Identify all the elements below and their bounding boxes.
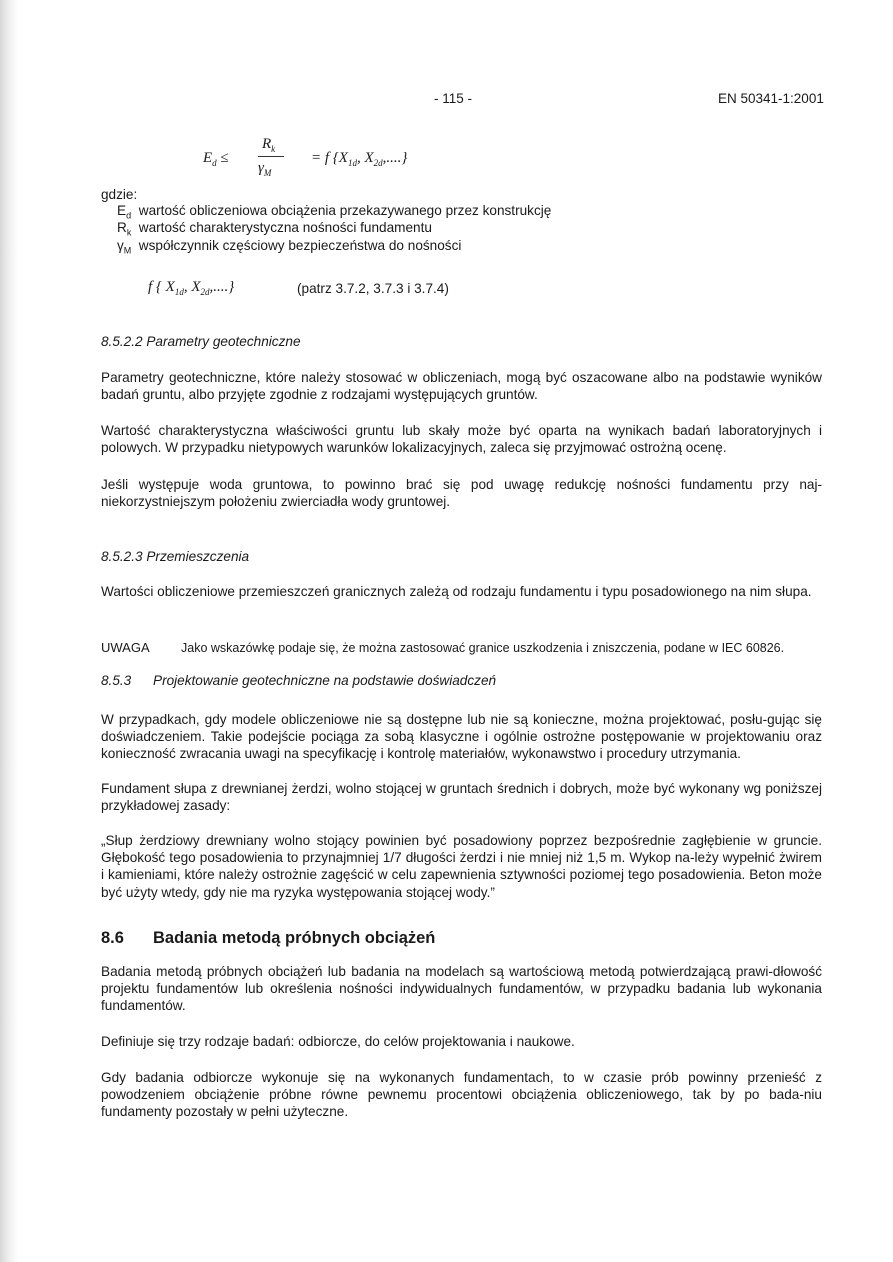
paragraph: Wartość charakterystyczna właściwości gruntu lub skały może być oparta na wynikach badań laboratoryjnych i polowych. W przypadku nietypowych warunków lokalizacyjnych, zaleca się przyjmować ostrożną ocenę. — [101, 423, 822, 456]
definition-text: wartość obliczeniowa obciążenia przekazywanego przez konstrukcję — [138, 203, 552, 218]
formula-ref-text: (patrz 3.7.2, 3.7.3 i 3.7.4) — [297, 281, 449, 296]
definition-text: współczynnik częściowy bezpieczeństwa do nośności — [138, 238, 462, 253]
section-heading-8523: 8.5.2.3 Przemieszczenia — [101, 549, 250, 564]
paragraph: Badania metodą próbnych obciążeń lub badania na modelach są wartościową metodą potwierdzającą prawi-dłowość projektu fundamentów lub określenia nośności indywidualnych fundamentów, w przypadku badania lub wykonania fundamentów. — [101, 964, 822, 1014]
paragraph: Definiuje się trzy rodzaje badań: odbiorcze, do celów projektowania i naukowe. — [101, 1034, 575, 1049]
formula-lhs: E — [203, 150, 213, 166]
paragraph: Gdy badania odbiorcze wykonuje się na wykonanych fundamentach, to w czasie prób powinny przenieść z powodzeniem obciążenie próbne równe pewnemu procentowi obciążenia obliczeniowego, tak by po bada-niu fundamenty pozostały w pełni użyteczne. — [101, 1070, 822, 1120]
formula-rhs: = f {X — [311, 150, 348, 166]
fraction-line — [258, 156, 284, 157]
scan-edge-shadow — [0, 0, 18, 1262]
page-number: - 115 - — [434, 91, 473, 106]
where-label: gdzie: — [101, 187, 138, 202]
formula-denominator: γ — [258, 160, 264, 176]
definition-row: $E_d$ wartość obliczeniowa obciążenia przekazywanego przez konstrukcję — [117, 203, 552, 221]
definition-text: wartość charakterystyczna nośności fundamentu — [138, 220, 432, 235]
section-heading-86: 8.6 Badania metodą próbnych obciążeń — [101, 929, 436, 947]
note-label: UWAGA — [101, 640, 150, 655]
paragraph: Wartości obliczeniowe przemieszczeń granicznych zależą od rodzaju fundamentu i typu posadowionego na nim słupa. — [101, 584, 812, 599]
paragraph: Jeśli występuje woda gruntowa, to powinno brać się pod uwagę redukcję nośności fundamentu przy naj-niekorzystniejszym położeniu zwierciadła wody gruntowej. — [101, 477, 822, 510]
section-heading-8522: 8.5.2.2 Parametry geotechniczne — [101, 334, 301, 349]
formula-numerator: R — [262, 136, 272, 152]
definition-row: $R_k$ wartość charakterystyczna nośności fundamentu — [117, 220, 432, 238]
section-heading-853: 8.5.3 Projektowanie geotechniczne na podstawie doświadczeń — [101, 673, 497, 688]
paragraph: W przypadkach, gdy modele obliczeniowe nie są dostępne lub nie są konieczne, można projektować, posłu-gując się doświadczeniem. Takie podejście pociąga za sobą klasyczne i ogólnie ostrożne postępowanie w projektowaniu oraz konieczność zwracania uwagi na specyfikację i kontrolę materiałów, wykonawstwo i procedury utrzymania. — [101, 712, 822, 762]
standard-number: EN 50341-1:2001 — [718, 91, 824, 106]
definition-row: $\gamma_M$ współczynnik częściowy bezpieczeństwa do nośności — [117, 238, 462, 256]
paragraph: Fundament słupa z drewnianej żerdzi, wolno stojącej w gruntach średnich i dobrych, może być wykonany wg poniższej przykładowej zasady: — [101, 781, 822, 814]
note — [101, 640, 784, 655]
quote-paragraph: „Słup żerdziowy drewniany wolno stojący powinien być posadowiony poprzez bezpośrednie zagłębienie w gruncie. Głębokość tego posadowienia to przynajmniej 1/7 długości żerdzi i nie mniej niż 1,5 m. Wykop na-leży wypełnić żwirem i kamieniami, które należy ostrożnie zagęścić w celu zapewnienia sztywności poziomej tego posadowienia. Beton może być użyty wtedy, gdy nie ma ryzyka występowania stojącej wody.” — [101, 833, 822, 900]
note-text: Jako wskazówkę podaje się, że można zastosować granice uszkodzenia i zniszczenia, podane w IEC 60826. — [181, 641, 785, 655]
paragraph: Parametry geotechniczne, które należy stosować w obliczeniach, mogą być oszacowane albo na podstawie wyników badań gruntu, albo przyjęte zgodnie z rodzajami występujących gruntów. — [101, 370, 822, 403]
